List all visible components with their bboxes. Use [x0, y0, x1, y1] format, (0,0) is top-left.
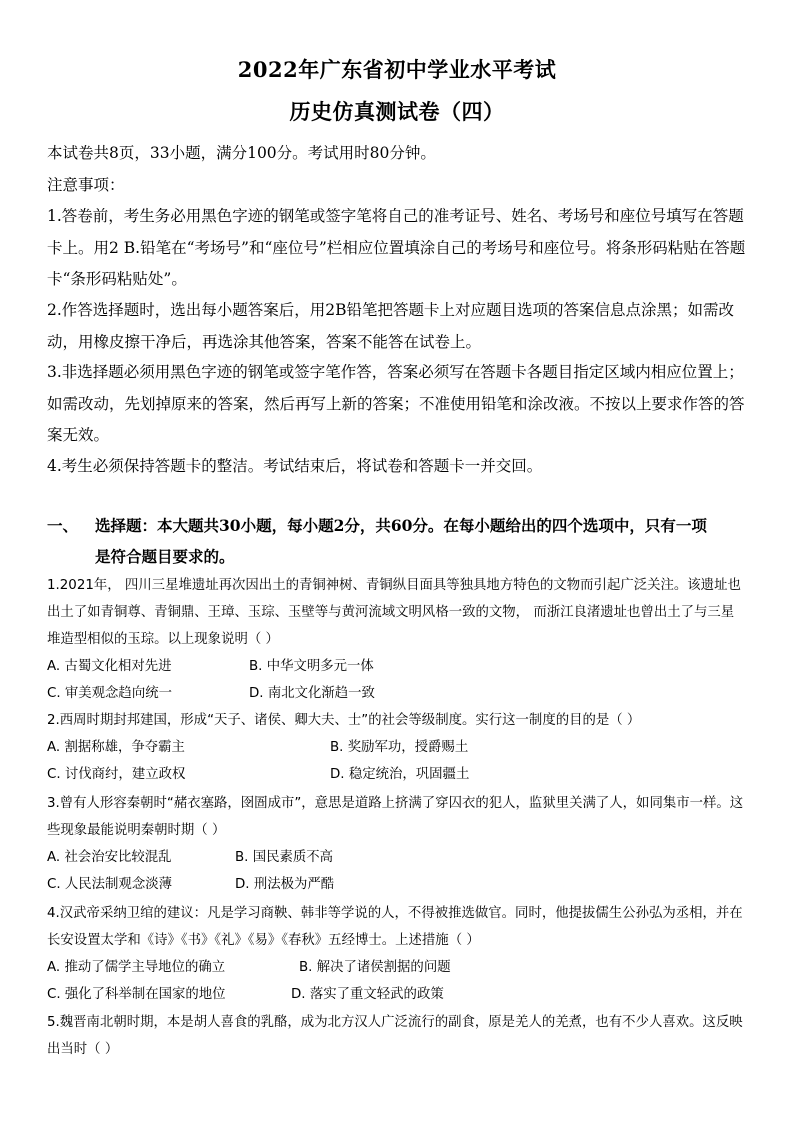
section-number: 一、	[47, 516, 79, 535]
option-d: D. 南北文化渐趋一致	[249, 686, 375, 701]
option-d: D. 刑法极为严酷	[235, 877, 335, 892]
summary-text: 本试卷共8页，33小题，满分100分。考试用时80分钟。	[47, 144, 436, 162]
note-4	[47, 451, 747, 483]
question-stem: 4.汉武帝采纳卫绾的建议：凡是学习商鞅、韩非等学说的人，不得被推选做官。同时，他提拔儒生公孙弘为丞相，并在长安设置太学和《诗》《书》《礼》《易》《春秋》五经博士。上述措施（ ）	[47, 906, 743, 948]
question-stem: 2.西周时期封邦建国，形成“天子、诸侯、卿大夫、士”的社会等级制度。实行这一制度的目的是（ ）	[47, 713, 641, 728]
exam-subtitle: 历史仿真测试卷（四）	[289, 99, 505, 124]
section-heading-line2: 是符合题目要求的。	[95, 547, 235, 566]
option-c: C. 审美观念趋向统一	[47, 686, 172, 701]
question-stem: 3.曾有人形容秦朝时“赭衣塞路，囹圄成市”，意思是道路上挤满了穿囚衣的犯人，监狱里关满了人，如同集市一样。这些现象最能说明秦朝时期（ ）	[47, 796, 744, 838]
question-5	[47, 1009, 747, 1063]
question-stem: 5.魏晋南北朝时期，本是胡人喜食的乳酪，成为北方汉人广泛流行的副食，原是羌人的羌煮，也有不少人喜欢。这反映出当时（ ）	[47, 1015, 743, 1057]
note-text: 2.作答选择题时，选出每小题答案后，用2B铅笔把答题卡上对应题目选项的答案信息点涂黑；如需改动，用橡皮擦干净后，再选涂其他答案，答案不能答在试卷上。	[47, 301, 735, 351]
exam-title: 2022年广东省初中学业水平考试	[237, 57, 557, 82]
question-2	[47, 707, 747, 788]
option-b: B. 中华文明多元一体	[249, 659, 374, 674]
question-4	[47, 900, 747, 1008]
option-c: C. 讨伐商纣，建立政权	[47, 767, 186, 782]
option-c: C. 强化了科举制在国家的地位	[47, 987, 226, 1002]
note-text: 1.答卷前，考生务必用黑色字迹的钢笔或签字笔将自己的准考证号、姓名、考场号和座位号填写在答题卡上。用2 B.铅笔在“考场号”和“座位号”栏相应位置填涂自己的考场号和座位号。将条形码粘贴在答题卡“条形码粘贴处”。	[47, 207, 746, 288]
notes-heading	[47, 170, 747, 202]
option-a: A. 古蜀文化相对先进	[47, 659, 172, 674]
notes-heading-text: 注意事项：	[47, 176, 125, 194]
options-row	[47, 954, 747, 981]
option-a: A. 割据称雄，争夺霸主	[47, 740, 185, 755]
option-b: B. 解决了诸侯割据的问题	[299, 960, 451, 975]
note-text: 4.考生必须保持答题卡的整洁。考试结束后，将试卷和答题卡一并交回。	[47, 457, 543, 475]
option-d: D. 落实了重文轻武的政策	[291, 987, 444, 1002]
option-c: C. 人民法制观念淡薄	[47, 877, 172, 892]
options-row	[47, 844, 747, 871]
option-b: B. 奖励军功，授爵赐土	[330, 740, 469, 755]
question-3	[47, 790, 747, 898]
option-a: A. 社会治安比较混乱	[47, 850, 172, 865]
options-row	[47, 680, 747, 707]
option-d: D. 稳定统治，巩固疆土	[330, 767, 470, 782]
options-row	[47, 761, 747, 788]
note-1	[47, 201, 747, 296]
note-3	[47, 357, 747, 452]
section-heading-line1: 选择题：本大题共30小题，每小题2分，共60分。在每小题给出的四个选项中，只有一项	[95, 516, 707, 535]
note-text: 3.非选择题必须用黑色字迹的钢笔或签字笔作答，答案必须写在答题卡各题目指定区域内相应位置上；如需改动，先划掉原来的答案，然后再写上新的答案；不准使用铅笔和涂改液。不按以上要求作答的答案无效。	[47, 363, 745, 444]
option-b: B. 国民素质不高	[235, 850, 334, 865]
note-2	[47, 295, 747, 358]
exam-summary	[47, 138, 747, 170]
options-row	[47, 734, 747, 761]
question-1	[47, 572, 747, 707]
options-row	[47, 653, 747, 680]
options-row	[47, 871, 747, 898]
option-a: A. 推动了儒学主导地位的确立	[47, 960, 226, 975]
question-stem: 1.2021年， 四川三星堆遗址再次因出土的青铜神树、青铜纵目面具等独具地方特色的文物而引起广泛关注。该遗址也出土了如青铜尊、青铜鼎、王璋、玉琮、玉壁等与黄河流域文明风格一致的文物， 而浙江良渚遗址也曾出土了与三星堆造型相似的玉琮。以上现象说明（ ）	[47, 578, 741, 647]
options-row	[47, 981, 747, 1008]
